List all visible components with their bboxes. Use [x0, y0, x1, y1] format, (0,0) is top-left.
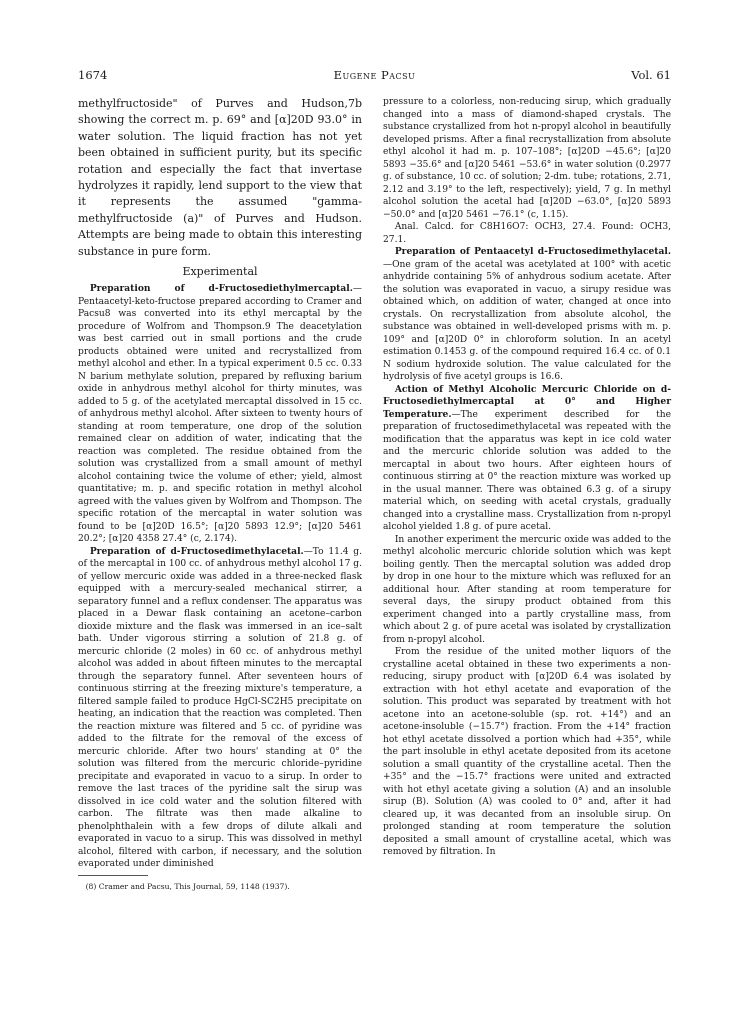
paragraph-text: —To 11.4 g. of the mercaptal in 100 cc. of anhydrous methyl alcohol 17 g. of yellow mercuric oxide was added in a three-necked flask equipped with a mercury-sealed mechanical stirrer, a separatory funnel and a reflux condenser. The apparatus was placed in a Dewar flask containing an acetone–carbon dioxide mixture and the flask was immersed in an ice–salt bath. Under vigorous stirring a solution of 21.8 g. of mercuric chloride (2 moles) in 60 cc. of anhydrous methyl alcohol was added in about fifteen minutes to the mercaptal through the separatory funnel. After seventeen hours of continuous stirring at the freezing mixture's temperature, a filtered sample failed to produce HgCl-SC2H5 precipitate on heating, an indication that the reaction was completed. Then the reaction mixture was filtered and 5 cc. of pyridine was added to the filtrate for the removal of the excess of mercuric chloride. After two hours' standing at 0° the solution was filtered from the mercuric chloride–pyridine precipitate and evaporated in vacuo to a sirup. In order to remove the last traces of the pyridine salt the sirup was dissolved in ice cold water and the solution filtered with carbon. The filtrate was then made alkaline to phenolphthalein with a few drops of dilute alkali and evaporated in vacuo to a sirup. This was dissolved in methyl alcohol, filtered with carbon, if necessary, and the solution evaporated under diminished — [78, 546, 363, 870]
run-in-heading: Preparation of d-Fructosedimethylacetal. — [89, 545, 304, 557]
paragraph-another-experiment: In another experiment the mercuric oxide was added to the methyl alcoholic mercuric chloride solution which was kept boiling gently. Then the mercaptal solution was added drop by drop in one hour to the mixture which was refluxed for an additional hour. After standing at room temperature for several days, the sirupy product obtained from this experiment changed into a partly crystalline mass, from which about 2 g. of pure acetal was isolated by crystallization from n-propyl alcohol. — [383, 534, 671, 645]
paragraph-text: —One gram of the acetal was acetylated at 100° with acetic anhydride containing 5% of anhydrous sodium acetate. After the solution was evaporated in vacuo, a sirupy residue was obtained which, on addition of water, changed at once into crystals. On recrystallization from absolute alcohol, the substance was obtained in well-developed prisms with m. p. 109° and [α]20D 0° in chloroform solution. In an acetyl estimation 0.1453 g. of the compound required 16.4 cc. of 0.1 N sodium hydroxide solution. The value calculated for the hydrolysis of five acetyl groups is 16.6. — [383, 259, 671, 382]
paragraph-text: —Pentaacetyl-keto-fructose prepared according to Cramer and Pacsu8 was converted into its ethyl mercaptal by the procedure of Wolfrom and Thompson.9 The deacetylation was best carried out in small portions and the crude products obtained were united and recrystallized from methyl alcohol and ether. In a typical experiment 0.5 cc. 0.33 N barium methylate solution, prepared by refluxing barium oxide in anhydrous methyl alcohol for thirty minutes, was added to 5 g. of the acetylated mercaptal dissolved in 15 cc. of anhydrous methyl alcohol. After sixteen to twenty hours of standing at room temperature, one drop of the solution remained clear on addition of water, indicating that the reaction was completed. The residue obtained from the solution was crystallized from a small amount of methyl alcohol containing twice the volume of ether; yield, almost quantitative; m. p. and specific rotation in methyl alcohol agreed with the values given by Wolfrom and Thompson. The specific rotation of the mercaptal in water solution was found to be [α]20D 16.5°; [α]20 5893 12.9°; [α]20 5461 20.2°; [α]20 4358 27.4° (c, 2.174). — [78, 284, 362, 545]
paragraph-acetal — [78, 546, 362, 871]
paragraph-pentaacetyl — [383, 246, 671, 384]
footnote-rule — [78, 875, 148, 876]
run-in-heading: Preparation of d-Fructosediethylmercaptal. — [89, 283, 353, 295]
volume-label: Vol. 61 — [631, 68, 671, 82]
paragraph-continued: pressure to a colorless, non-reducing sirup, which gradually changed into a mass of diamond-shaped crystals. The substance crystallized from hot n-propyl alcohol in beautifully developed prisms. After a final recrystallization from absolute ethyl alcohol it had m. p. 107–108°; [α]20D −45.6°; [α]20 5893 −35.6° and [α]20 5461 −53.6° in water solution (0.2977 g. of substance, 10 cc. of solution; 2-dm. tube; rotations, 2.71, 2.12 and 3.19° to the left, respectively); yield, 7 g. In methyl alcohol solution the acetal had [α]20D −63.0°, [α]20 5893 −50.0° and [α]20 5461 −76.1° (c, 1.15). — [383, 97, 671, 220]
right-column — [383, 96, 671, 859]
paragraph-text: —The experiment described for the preparation of fructosedimethylacetal was repeated with the modification that the apparatus was kept in ice cold water and the mercuric chloride solution was added to the mercaptal in about two hours. After eighteen hours of continuous stirring at 0° the reaction mixture was worked up in the usual manner. There was obtained 6.3 g. of a sirupy material which, on seeding with acetal crystals, gradually changed into a crystalline mass. Crystallization from n-propyl alcohol yielded 1.8 g. of pure acetal. — [383, 409, 671, 532]
intro-paragraph: methylfructoside" of Purves and Hudson,7b showing the correct m. p. 69° and [α]20D 93.0° in water solution. The liquid fraction has not yet been obtained in sufficient purity, but its specific rotation and especially the fact that invertase hydrolyzes it rapidly, lend support to the view that it represents the assumed "gamma-methylfructoside (a)" of Purves and Hudson. Attempts are being made to obtain this interesting substance in pure form. — [78, 97, 362, 258]
running-header — [78, 68, 671, 84]
run-in-heading: Preparation of Pentaacetyl d-Fructosedimethylacetal. — [394, 246, 671, 257]
paragraph-residue: From the residue of the united mother liquors of the crystalline acetal obtained in these two experiments a non-reducing, sirupy product with [α]20D 6.4 was isolated by extraction with hot ethyl acetate and evaporation of the solution. This product was separated by treatment with hot acetone into an acetone-soluble (sp. rot. +14°) and an acetone-insoluble (−15.7°) fraction. From the +14° fraction hot ethyl acetate dissolved a portion which had +35°, while the part insoluble in ethyl acetate deposited from its acetone solution a small quantity of the crystalline acetal. Then the +35° and the −15.7° fractions were united and extracted with hot ethyl acetate giving a solution (A) and an insoluble sirup (B). Solution (A) was cooled to 0° and, after it had cleared up, it was decanted from an insoluble sirup. On prolonged standing at room temperature the solution deposited a small amount of crystalline acetal, which was removed by filtration. In — [383, 647, 671, 857]
paragraph-mercaptal — [78, 283, 362, 546]
running-title: Eugene Pacsu — [333, 68, 416, 82]
analysis-line: Anal. Calcd. for C8H16O7: OCH3, 27.4. Found: OCH3, 27.1. — [383, 222, 671, 245]
section-heading: Experimental — [182, 265, 258, 279]
footnote: (8) Cramer and Pacsu, This Journal, 59, 1148 (1937). — [85, 881, 290, 891]
paragraph-action — [383, 384, 671, 534]
run-in-heading: Action of Methyl Alcoholic Mercuric Chloride on d-Fructosediethylmercaptal at 0° and Higher Temperature. — [383, 383, 671, 420]
page-number: 1674 — [78, 68, 108, 82]
left-column — [78, 96, 362, 892]
